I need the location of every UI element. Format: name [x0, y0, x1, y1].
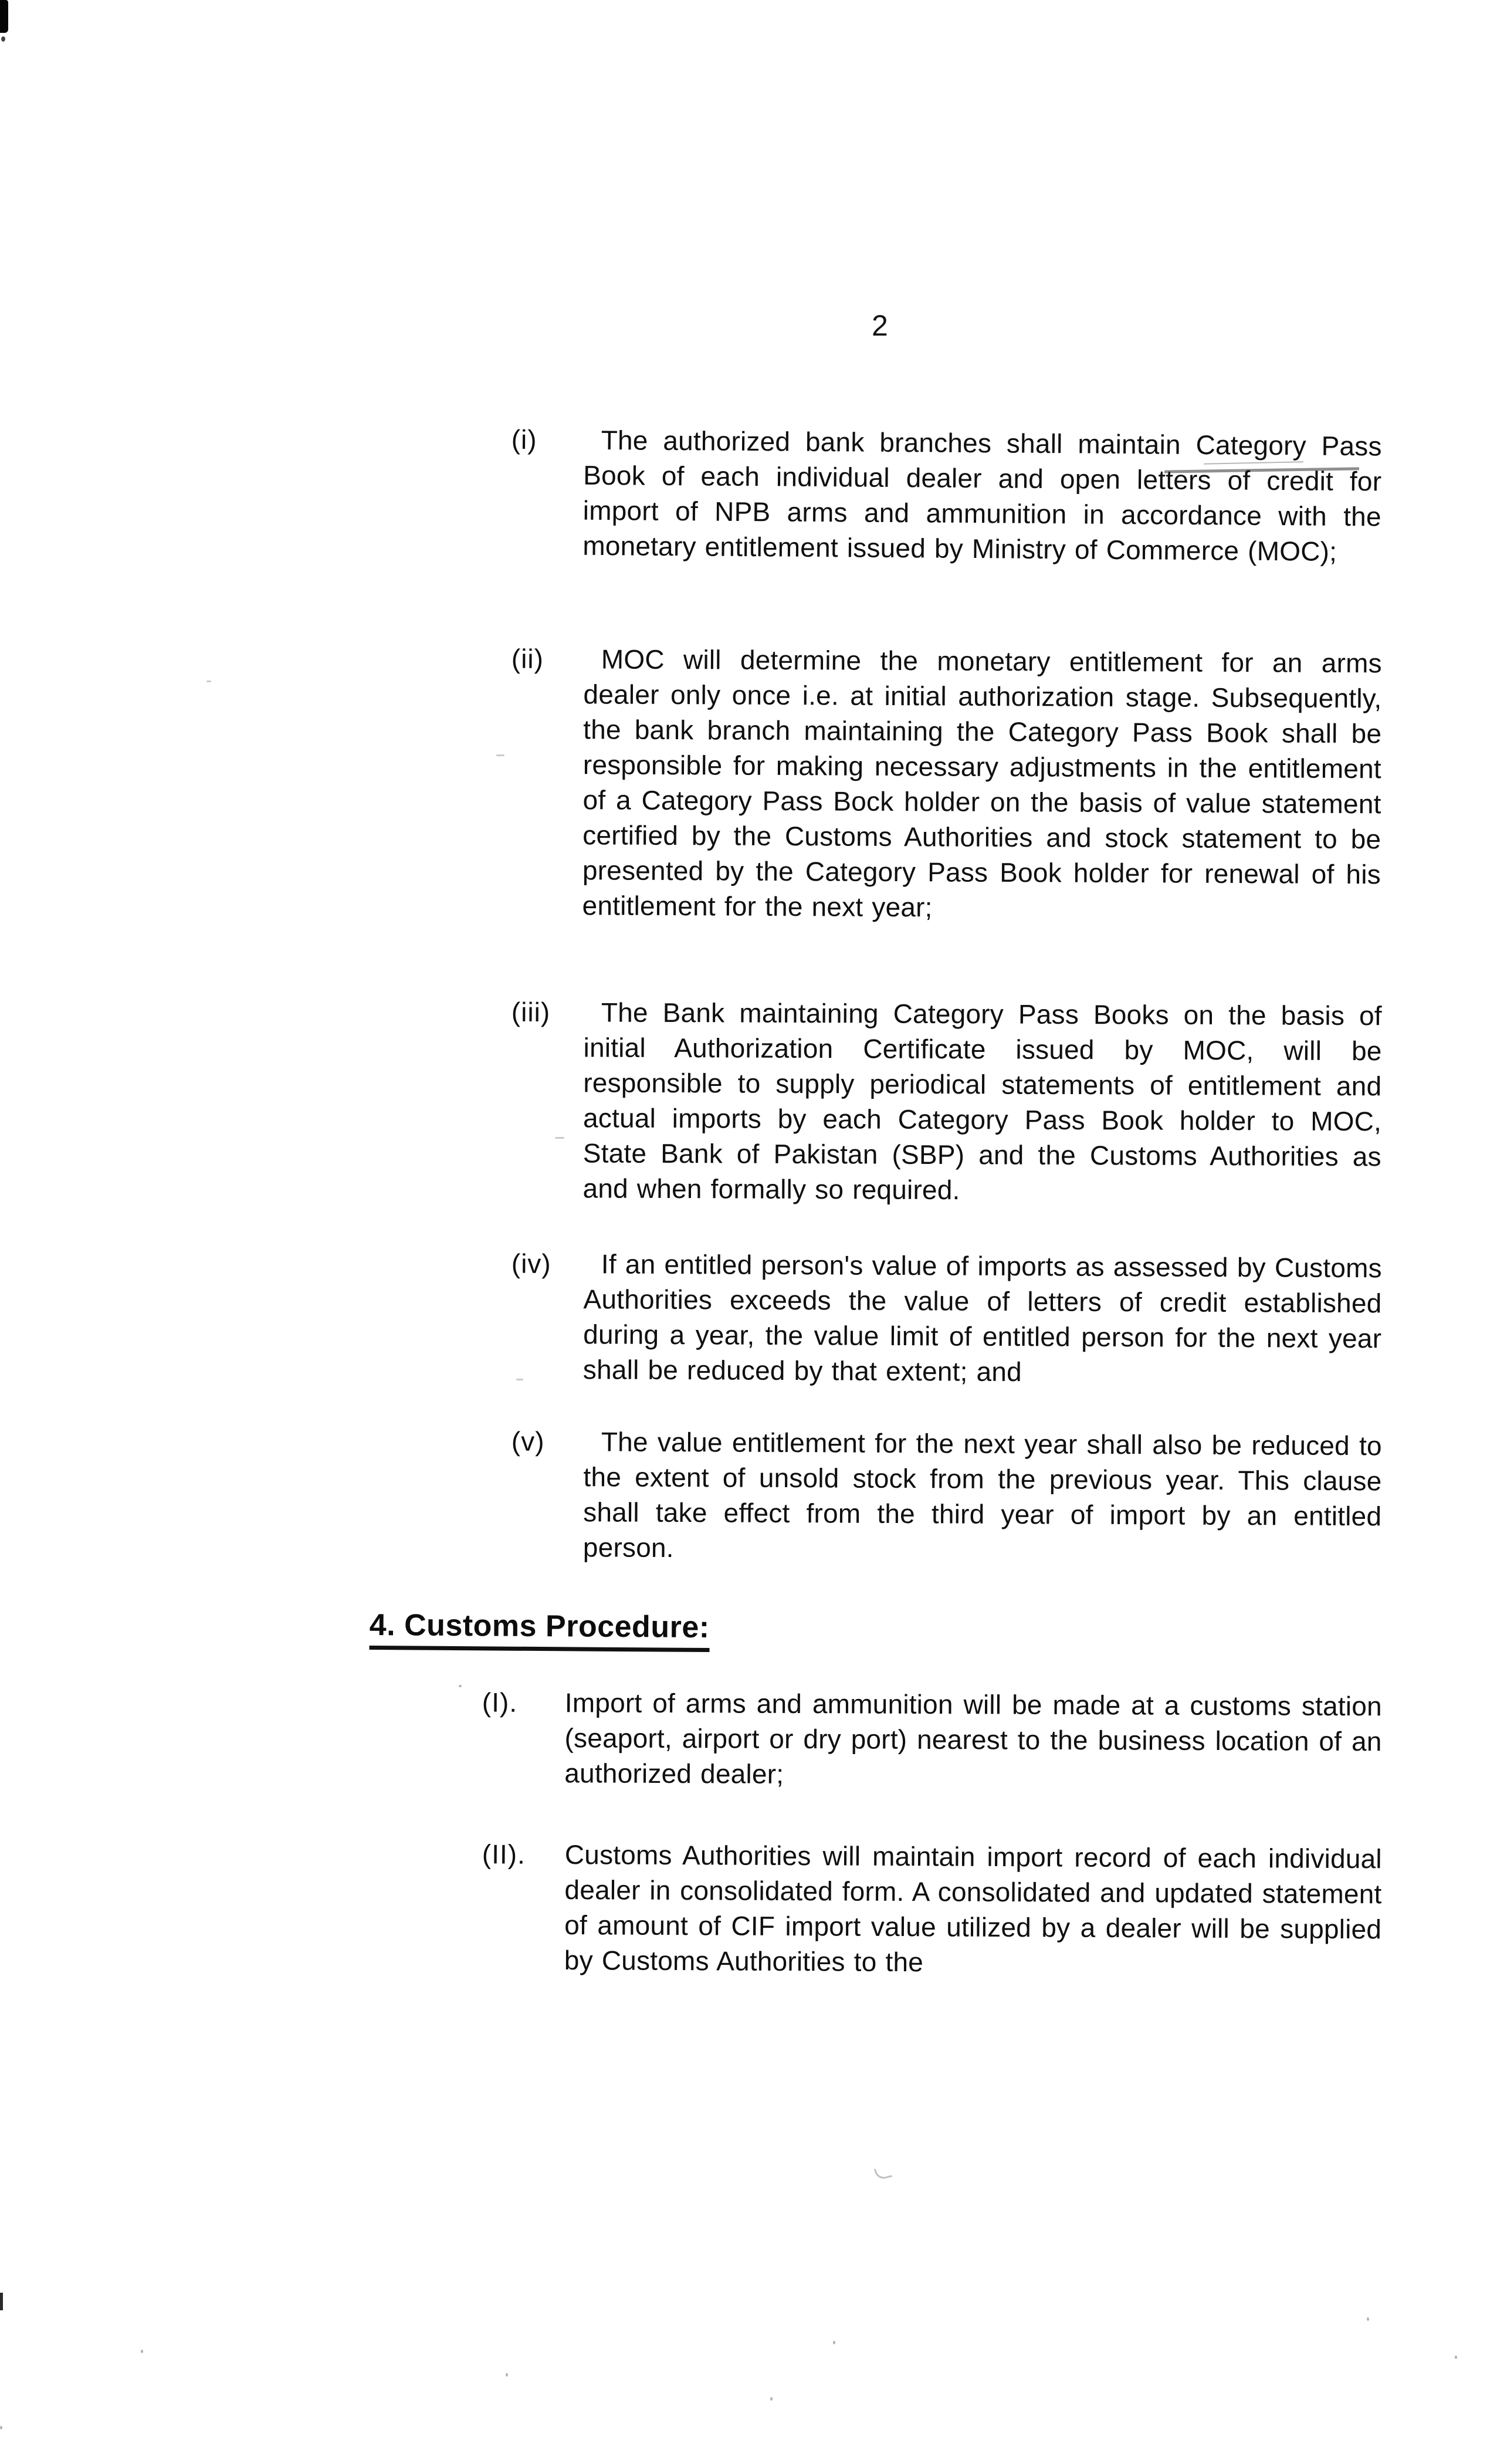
scan-speck: [1, 36, 5, 42]
list-item-text: The Bank maintaining Category Pass Books on the basis of initial Authorization Certificate issued by MOC, will be responsible to supply periodical statements of entitlement and actual imports by each Category Pass Book holder to MOC, State Bank of Pakistan (SBP) and the Customs Authorities as and when formally so required.: [582, 997, 1382, 1206]
list-item-text: MOC will determine the monetary entitlement for an arms dealer only once i.e. at initial authorization stage. Subsequently, the bank branch maintaining the Category Pass Book shall be responsible for making necessary adjustments in the entitlement of a Category Pass Bock holder on the basis of value statement certified by the Customs Authorities and stock statement to be presented by the Category Pass Book holder for renewal of his entitlement for the next year;: [582, 644, 1382, 923]
list-item: [0, 1421, 1497, 1563]
scan-speck: [833, 2341, 835, 2344]
section-heading-customs-procedure: 4. Customs Procedure:: [370, 1609, 710, 1652]
scan-speck: [770, 2397, 773, 2401]
scan-speck: [496, 754, 504, 756]
list-item-text: Import of arms and ammunition will be made at a customs station (seaport, airport or dry port) nearest to the business location of an authorized dealer;: [564, 1687, 1382, 1789]
list-item-text: The authorized bank branches shall maintain Category Pass Book of each individual dealer and open letters of credit for import of NPB arms and ammunition in accordance with the monetary entitlement issued by Ministry of Commerce (MOC);: [582, 425, 1382, 567]
page-number: 2: [872, 309, 888, 342]
list-item: [0, 992, 1497, 1206]
scan-speck: [459, 1685, 462, 1687]
list-item-marker: (II).: [482, 1839, 526, 1870]
list-item: [0, 638, 1497, 923]
list-item-marker: (v): [511, 1426, 545, 1457]
list-item: [0, 418, 1497, 567]
scan-squiggle: [874, 2164, 893, 2181]
list-item: [0, 1683, 1497, 1789]
list-item-marker: (iii): [511, 996, 551, 1028]
list-item-marker: (I).: [482, 1687, 518, 1718]
scan-speck: [555, 1137, 564, 1139]
list-item: [0, 1243, 1497, 1387]
scan-speck: [206, 681, 211, 682]
scan-speck: [1367, 2317, 1369, 2321]
scan-speck: [141, 2350, 143, 2353]
scan-speck: [506, 2373, 508, 2377]
scan-edge-mark: [0, 2293, 3, 2310]
scan-speck: [0, 2426, 2, 2429]
scan-speck: [1455, 2355, 1457, 2359]
scan-corner-mark: [0, 0, 8, 33]
list-item: [0, 1834, 1497, 1978]
list-item-text: Customs Authorities will maintain import record of each individual dealer in consolidated form. A consolidated and updated statement of amount of CIF import value utilized by a dealer will be supplied by Customs Authorities to the: [564, 1839, 1382, 1978]
list-item-text: The value entitlement for the next year shall also be reduced to the extent of unsold stock from the previous year. This clause shall take effect from the third year of import by an entitled person.: [582, 1426, 1382, 1563]
list-item-marker: (ii): [511, 643, 544, 674]
list-item-marker: (i): [511, 424, 537, 455]
list-item-marker: (iv): [511, 1248, 551, 1279]
list-item-text: If an entitled person's value of imports as assessed by Customs Authorities exceeds the value of letters of credit established during a year, the value limit of entitled person for the next year shall be reduced by that extent; and: [582, 1248, 1382, 1387]
scan-speck: [516, 1379, 523, 1380]
